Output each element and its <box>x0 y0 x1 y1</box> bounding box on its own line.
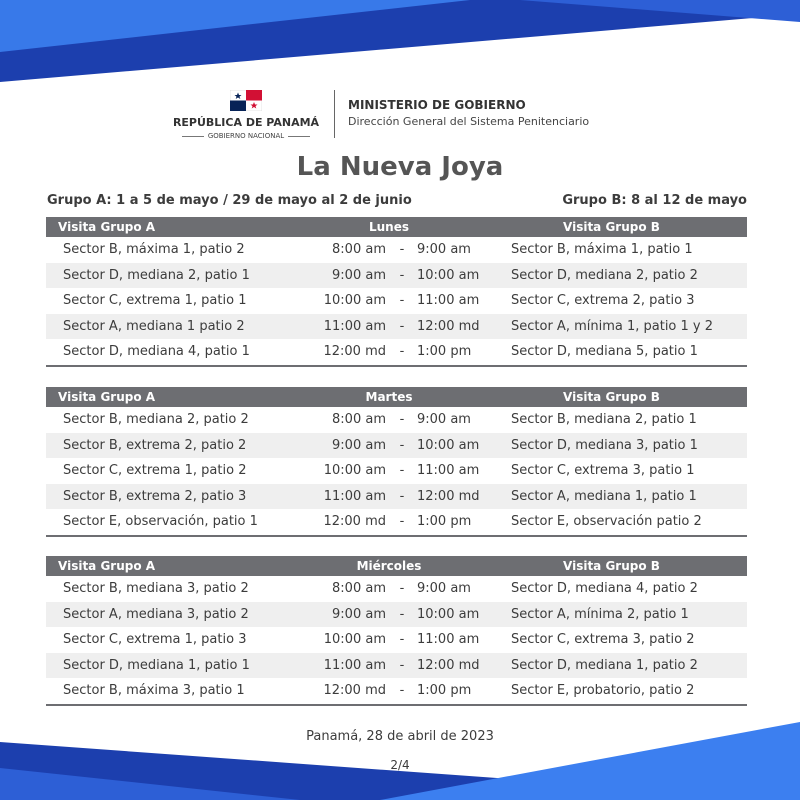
table-header <box>46 556 747 576</box>
group-b-sector: Sector C, extrema 2, patio 3 <box>511 293 695 308</box>
schedule-table-lunes <box>46 217 747 367</box>
group-b-sector: Sector D, mediana 2, patio 2 <box>511 267 698 283</box>
table-row <box>46 653 747 679</box>
group-b-sector: Sector B, mediana 2, patio 1 <box>511 412 697 427</box>
group-a-sector: Sector C, extrema 1, patio 2 <box>63 463 247 478</box>
group-b-sector: Sector E, probatorio, patio 2 <box>511 683 695 698</box>
start-time: 11:00 am <box>323 488 386 504</box>
start-time: 11:00 am <box>323 318 386 334</box>
group-b-sector: Sector D, mediana 1, patio 2 <box>511 657 698 673</box>
end-time: 11:00 am <box>417 293 480 308</box>
end-time: 12:00 md <box>417 657 480 673</box>
group-a-sector: Sector E, observación, patio 1 <box>63 514 258 529</box>
group-a-sector: Sector B, máxima 1, patio 2 <box>63 242 245 257</box>
group-a-sector: Sector D, mediana 1, patio 1 <box>63 657 250 673</box>
table-bottom-rule <box>46 365 747 367</box>
schedule-table-martes <box>46 387 747 537</box>
group-a-sector: Sector B, mediana 2, patio 2 <box>63 412 249 427</box>
government-name: REPÚBLICA DE PANAMÁ <box>172 116 320 129</box>
group-b-sector: Sector A, mínima 1, patio 1 y 2 <box>511 318 714 334</box>
start-time: 10:00 am <box>323 293 386 308</box>
group-b-dates: Grupo B: 8 al 12 de mayo <box>562 193 747 208</box>
table-row <box>46 678 747 704</box>
start-time: 10:00 am <box>323 463 386 478</box>
header-day: Lunes <box>368 220 409 234</box>
group-a-sector: Sector A, mediana 1 patio 2 <box>63 318 245 334</box>
page-number: 2/4 <box>390 758 410 772</box>
footer-date: Panamá, 28 de abril de 2023 <box>306 729 494 744</box>
table-bottom-rule <box>46 535 747 537</box>
time-separator: - <box>399 488 405 504</box>
header-group-b: Visita Grupo B <box>563 559 660 573</box>
group-b-sector: Sector C, extrema 3, patio 2 <box>511 632 695 647</box>
start-time: 12:00 md <box>323 514 386 529</box>
time-separator: - <box>399 242 405 257</box>
header <box>0 90 800 150</box>
end-time: 10:00 am <box>417 606 480 622</box>
start-time: 8:00 am <box>332 242 386 257</box>
group-a-sector: Sector C, extrema 1, patio 3 <box>63 632 247 647</box>
start-time: 9:00 am <box>332 267 386 283</box>
start-time: 12:00 md <box>323 344 386 359</box>
start-time: 9:00 am <box>332 437 386 453</box>
ministry-name: MINISTERIO DE GOBIERNO <box>348 98 526 112</box>
end-time: 11:00 am <box>417 463 480 478</box>
end-time: 9:00 am <box>417 581 471 596</box>
group-b-sector: Sector B, máxima 1, patio 1 <box>511 242 693 257</box>
end-time: 10:00 am <box>417 437 480 453</box>
end-time: 1:00 pm <box>417 344 472 359</box>
end-time: 12:00 md <box>417 318 480 334</box>
end-time: 12:00 md <box>417 488 480 504</box>
end-time: 1:00 pm <box>417 683 472 698</box>
header-day: Miércoles <box>356 559 422 573</box>
panama-flag-icon <box>230 90 262 111</box>
start-time: 8:00 am <box>332 581 386 596</box>
table-row <box>46 288 747 314</box>
table-row <box>46 484 747 510</box>
group-b-sector: Sector D, mediana 3, patio 1 <box>511 437 698 453</box>
end-time: 9:00 am <box>417 412 471 427</box>
group-b-sector: Sector A, mediana 1, patio 1 <box>511 488 697 504</box>
start-time: 11:00 am <box>323 657 386 673</box>
group-a-sector: Sector B, mediana 3, patio 2 <box>63 581 249 596</box>
table-row <box>46 458 747 484</box>
table-row <box>46 237 747 263</box>
divider-line-left <box>182 136 204 137</box>
table-row <box>46 263 747 289</box>
end-time: 9:00 am <box>417 242 471 257</box>
start-time: 10:00 am <box>323 632 386 647</box>
government-subtitle: GOBIERNO NACIONAL <box>207 132 285 140</box>
end-time: 1:00 pm <box>417 514 472 529</box>
group-b-sector: Sector D, mediana 5, patio 1 <box>511 344 698 359</box>
schedule-table-miercoles <box>46 556 747 706</box>
group-a-sector: Sector B, extrema 2, patio 2 <box>63 437 247 453</box>
time-separator: - <box>399 683 405 698</box>
end-time: 11:00 am <box>417 632 480 647</box>
government-logo-block <box>170 90 322 140</box>
header-group-b: Visita Grupo B <box>563 390 660 404</box>
group-a-sector: Sector A, mediana 3, patio 2 <box>63 606 249 622</box>
time-separator: - <box>399 318 405 334</box>
group-b-sector: Sector C, extrema 3, patio 1 <box>511 463 695 478</box>
group-b-sector: Sector D, mediana 4, patio 2 <box>511 581 698 596</box>
group-b-sector: Sector A, mínima 2, patio 1 <box>511 606 689 622</box>
time-separator: - <box>399 581 405 596</box>
table-row <box>46 627 747 653</box>
group-a-dates: Grupo A: 1 a 5 de mayo / 29 de mayo al 2 de junio <box>47 193 412 208</box>
time-separator: - <box>399 267 405 283</box>
header-day: Martes <box>365 390 413 404</box>
group-a-sector: Sector B, máxima 3, patio 1 <box>63 683 245 698</box>
time-separator: - <box>399 632 405 647</box>
time-separator: - <box>399 606 405 622</box>
table-row <box>46 339 747 365</box>
time-separator: - <box>399 412 405 427</box>
table-row <box>46 314 747 340</box>
time-separator: - <box>399 514 405 529</box>
divider-line-right <box>288 136 310 137</box>
table-row <box>46 509 747 535</box>
time-separator: - <box>399 463 405 478</box>
end-time: 10:00 am <box>417 267 480 283</box>
table-row <box>46 433 747 459</box>
table-bottom-rule <box>46 704 747 706</box>
group-b-sector: Sector E, observación patio 2 <box>511 514 702 529</box>
group-a-sector: Sector D, mediana 2, patio 1 <box>63 267 250 283</box>
header-group-a: Visita Grupo A <box>58 220 156 234</box>
header-group-b: Visita Grupo B <box>563 220 660 234</box>
ministry-department: Dirección General del Sistema Penitenciario <box>348 115 590 128</box>
table-row <box>46 407 747 433</box>
time-separator: - <box>399 437 405 453</box>
header-divider <box>334 90 335 138</box>
table-row <box>46 576 747 602</box>
page-title: La Nueva Joya <box>296 152 504 182</box>
ministry-block <box>348 98 589 128</box>
table-header <box>46 387 747 407</box>
start-time: 9:00 am <box>332 606 386 622</box>
header-group-a: Visita Grupo A <box>58 390 156 404</box>
table-row <box>46 602 747 628</box>
group-a-sector: Sector B, extrema 2, patio 3 <box>63 488 247 504</box>
start-time: 12:00 md <box>323 683 386 698</box>
table-header <box>46 217 747 237</box>
start-time: 8:00 am <box>332 412 386 427</box>
group-a-sector: Sector D, mediana 4, patio 1 <box>63 344 250 359</box>
header-group-a: Visita Grupo A <box>58 559 156 573</box>
time-separator: - <box>399 293 405 308</box>
group-a-sector: Sector C, extrema 1, patio 1 <box>63 293 247 308</box>
time-separator: - <box>399 344 405 359</box>
time-separator: - <box>399 657 405 673</box>
